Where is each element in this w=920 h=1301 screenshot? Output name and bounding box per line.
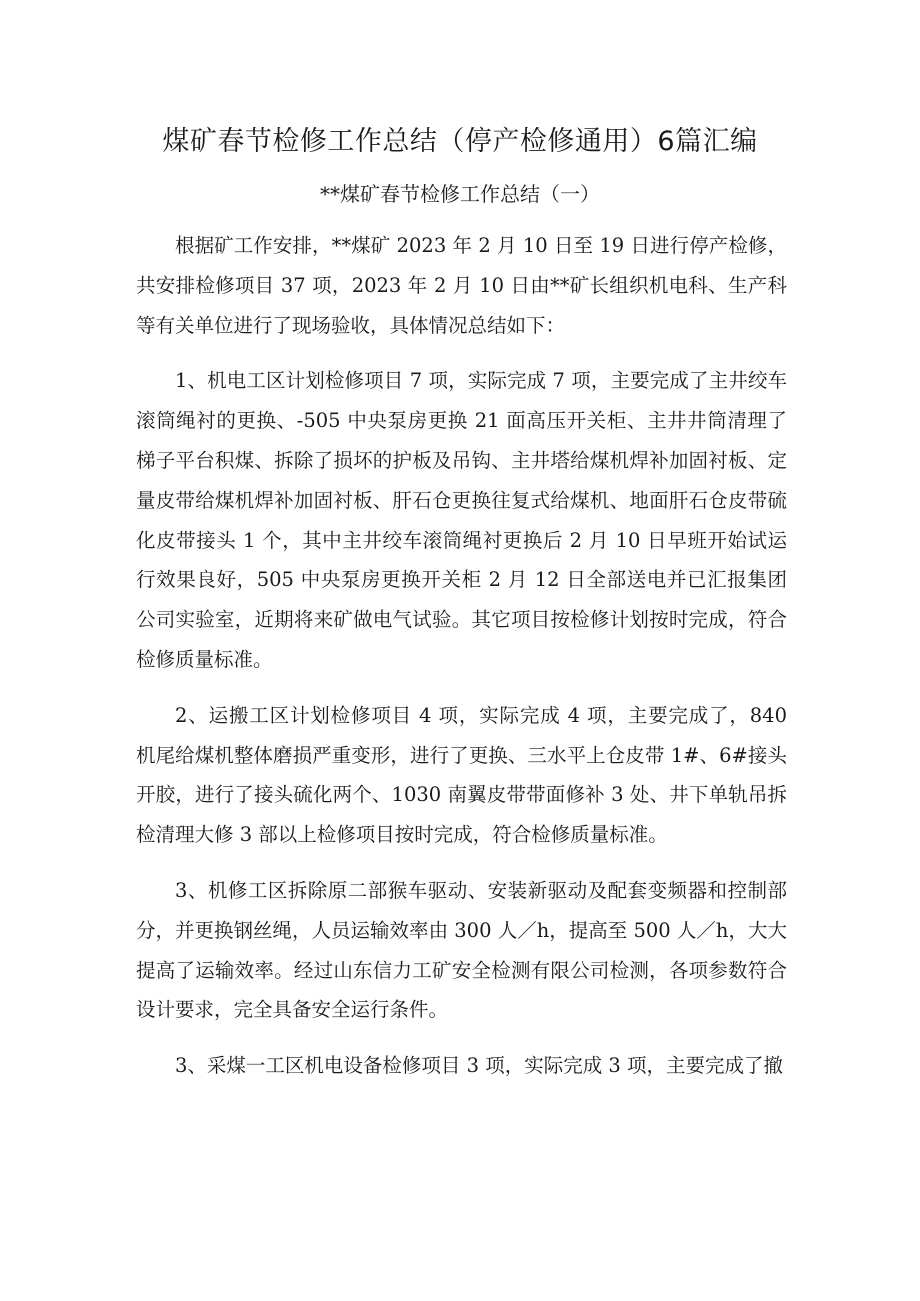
paragraph-item-1: 1、机电工区计划检修项目 7 项，实际完成 7 项，主要完成了主井绞车滚筒绳衬的更换、-505 中央泵房更换 21 面高压开关柜、主井井筒清理了梯子平台积煤、拆除了损坏的护板及吊钩、主井塔给煤机焊补加固衬板、定量皮带给煤机焊补加固衬板、肝石仓更换往复式给煤机、地面肝石仓皮带硫化皮带接头 1 个，其中主井绞车滚筒绳衬更换后 2 月 10 日早班开始试运行效果良好，505 中央泵房更换开关柜 2 月 12 日全部送电并已汇报集团公司实验室，近期将来矿做电气试验。其它项目按检修计划按时完成，符合检修质量标准。	[136, 369, 787, 671]
paragraph-intro: 根据矿工作安排，**煤矿 2023 年 2 月 10 日至 19 日进行停产检修，共安排检修项目 37 项，2023 年 2 月 10 日由**矿长组织机电科、生产科等有关单位进行了现场验收，具体情况总结如下：	[136, 234, 787, 337]
section-heading: **煤矿春节检修工作总结（一）	[320, 182, 600, 206]
paragraph-item-4: 3、采煤一工区机电设备检修项目 3 项，实际完成 3 项，主要完成了撤	[175, 1054, 784, 1078]
document-title: 煤矿春节检修工作总结（停产检修通用）6篇汇编	[162, 126, 758, 157]
document-body	[136, 226, 787, 1102]
paragraph-item-3: 3、机修工区拆除原二部猴车驱动、安装新驱动及配套变频器和控制部分，并更换钢丝绳，人员运输效率由 300 人／h，提高至 500 人／h，大大提高了运输效率。经过山东信力工矿安全检测有限公司检测，各项参数符合设计要求，完全具备安全运行条件。	[136, 878, 787, 1022]
paragraph-item-2: 2、运搬工区计划检修项目 4 项，实际完成 4 项，主要完成了，840 机尾给煤机整体磨损严重变形，进行了更换、三水平上仓皮带 1#、6#接头开胶，进行了接头硫化两个、1030 南翼皮带带面修补 3 处、井下单轨吊拆检清理大修 3 部以上检修项目按时完成，符合检修质量标准。	[136, 703, 787, 847]
